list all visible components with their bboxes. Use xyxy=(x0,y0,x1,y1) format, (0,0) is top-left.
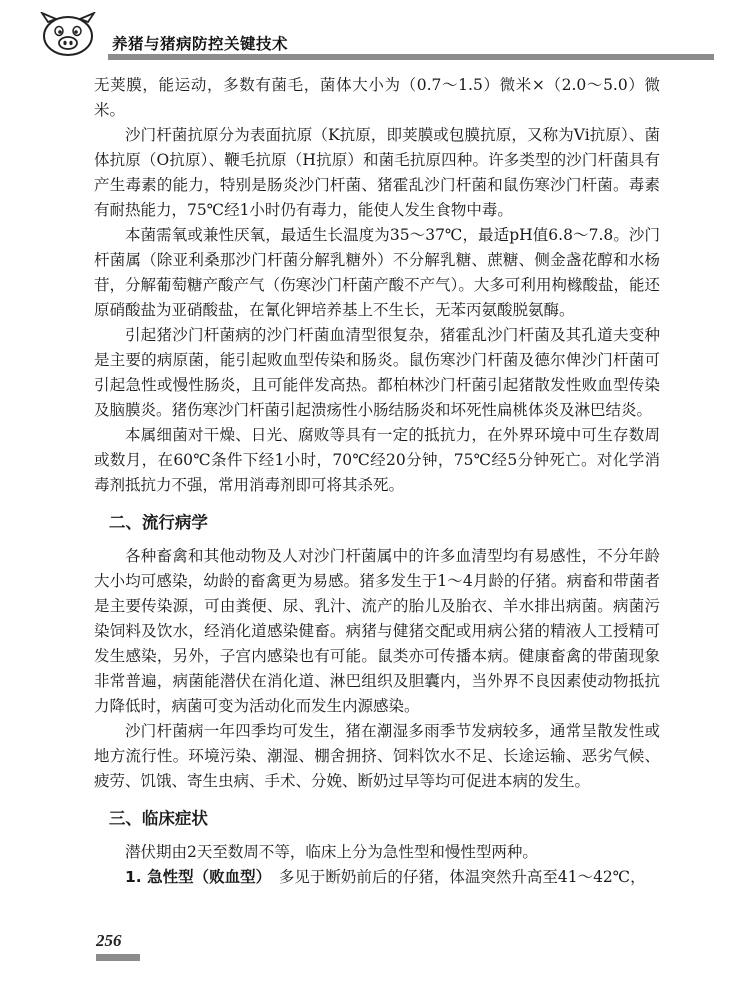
paragraph: 本属细菌对干燥、日光、腐败等具有一定的抵抗力，在外界环境中可生存数周或数月，在60℃条件下经1小时，70℃经20分钟，75℃经5分钟死亡。对化学消毒剂抵抗力不强，常用消毒剂即可将其杀死。 xyxy=(94,426,660,494)
paragraph xyxy=(94,865,660,890)
running-header xyxy=(28,12,718,60)
subsection-label: 1. 急性型（败血型） xyxy=(125,868,264,886)
page-number: 256 xyxy=(96,931,122,950)
header-title: 养猪与猪病防控关键技术 xyxy=(112,35,289,53)
paragraph-text: 多见于断奶前后的仔猪，体温突然升高至41～42℃， xyxy=(278,868,646,886)
footer-bar xyxy=(96,954,140,961)
paragraph: 各种畜禽和其他动物及人对沙门杆菌属中的许多血清型均有易感性，不分年龄大小均可感染，幼龄的畜禽更为易感。猪多发生于1～4月龄的仔猪。病畜和带菌者是主要传染源，可由粪便、尿、乳汁、流产的胎儿及胎衣、羊水排出病菌。病菌污染饲料及饮水，经消化道感染健畜。病猪与健猪交配或用病公猪的精液人工授精可发生感染，另外，子宫内感染也有可能。鼠类亦可传播本病。健康畜禽的带菌现象非常普遍，病菌能潜伏在消化道、淋巴组织及胆囊内，当外界不良因素使动物抵抗力降低时，病菌可变为活动化而发生内源感染。 xyxy=(94,547,660,715)
paragraph: 引起猪沙门杆菌病的沙门杆菌血清型很复杂，猪霍乱沙门杆菌及其孔道夫变种是主要的病原菌，能引起败血型传染和肠炎。鼠伤寒沙门杆菌及德尔俾沙门杆菌可引起急性或慢性肠炎，且可能伴发高热。都柏林沙门杆菌引起猪散发性败血型传染及脑膜炎。猪伤寒沙门杆菌引起溃疡性小肠结肠炎和坏死性扁桃体炎及淋巴结炎。 xyxy=(94,326,660,419)
page-footer xyxy=(96,931,122,951)
page-body xyxy=(94,73,660,890)
paragraph: 本菌需氧或兼性厌氧，最适生长温度为35～37℃，最适pH值6.8～7.8。沙门杆菌属（除亚利桑那沙门杆菌分解乳糖外）不分解乳糖、蔗糖、侧金盏花醇和水杨苷，分解葡萄糖产酸产气（伤寒沙门杆菌产酸不产气）。大多可利用枸橼酸盐，能还原硝酸盐为亚硝酸盐，在氰化钾培养基上不生长，无苯丙氨酸脱氨酶。 xyxy=(94,226,660,319)
paragraph: 无荚膜，能运动，多数有菌毛，菌体大小为（0.7～1.5）微米×（2.0～5.0）微米。 xyxy=(94,76,660,119)
section-heading: 三、临床症状 xyxy=(108,809,208,828)
paragraph: 潜伏期由2天至数周不等，临床上分为急性型和慢性型两种。 xyxy=(125,843,538,861)
paragraph: 沙门杆菌抗原分为表面抗原（K抗原，即荚膜或包膜抗原，又称为Vi抗原）、菌体抗原（O抗原）、鞭毛抗原（H抗原）和菌毛抗原四种。许多类型的沙门杆菌具有产生毒素的能力，特别是肠炎沙门杆菌、猪霍乱沙门杆菌和鼠伤寒沙门杆菌。毒素有耐热能力，75℃经1小时仍有毒力，能使人发生食物中毒。 xyxy=(94,126,660,219)
header-rule xyxy=(108,54,714,60)
paragraph: 沙门杆菌病一年四季均可发生，猪在潮湿多雨季节发病较多，通常呈散发性或地方流行性。环境污染、潮湿、棚舍拥挤、饲料饮水不足、长途运输、恶劣气候、疲劳、饥饿、寄生虫病、手术、分娩、断奶过早等均可促进本病的发生。 xyxy=(94,722,660,790)
section-heading: 二、流行病学 xyxy=(108,513,208,532)
pig-face-icon xyxy=(38,12,98,58)
